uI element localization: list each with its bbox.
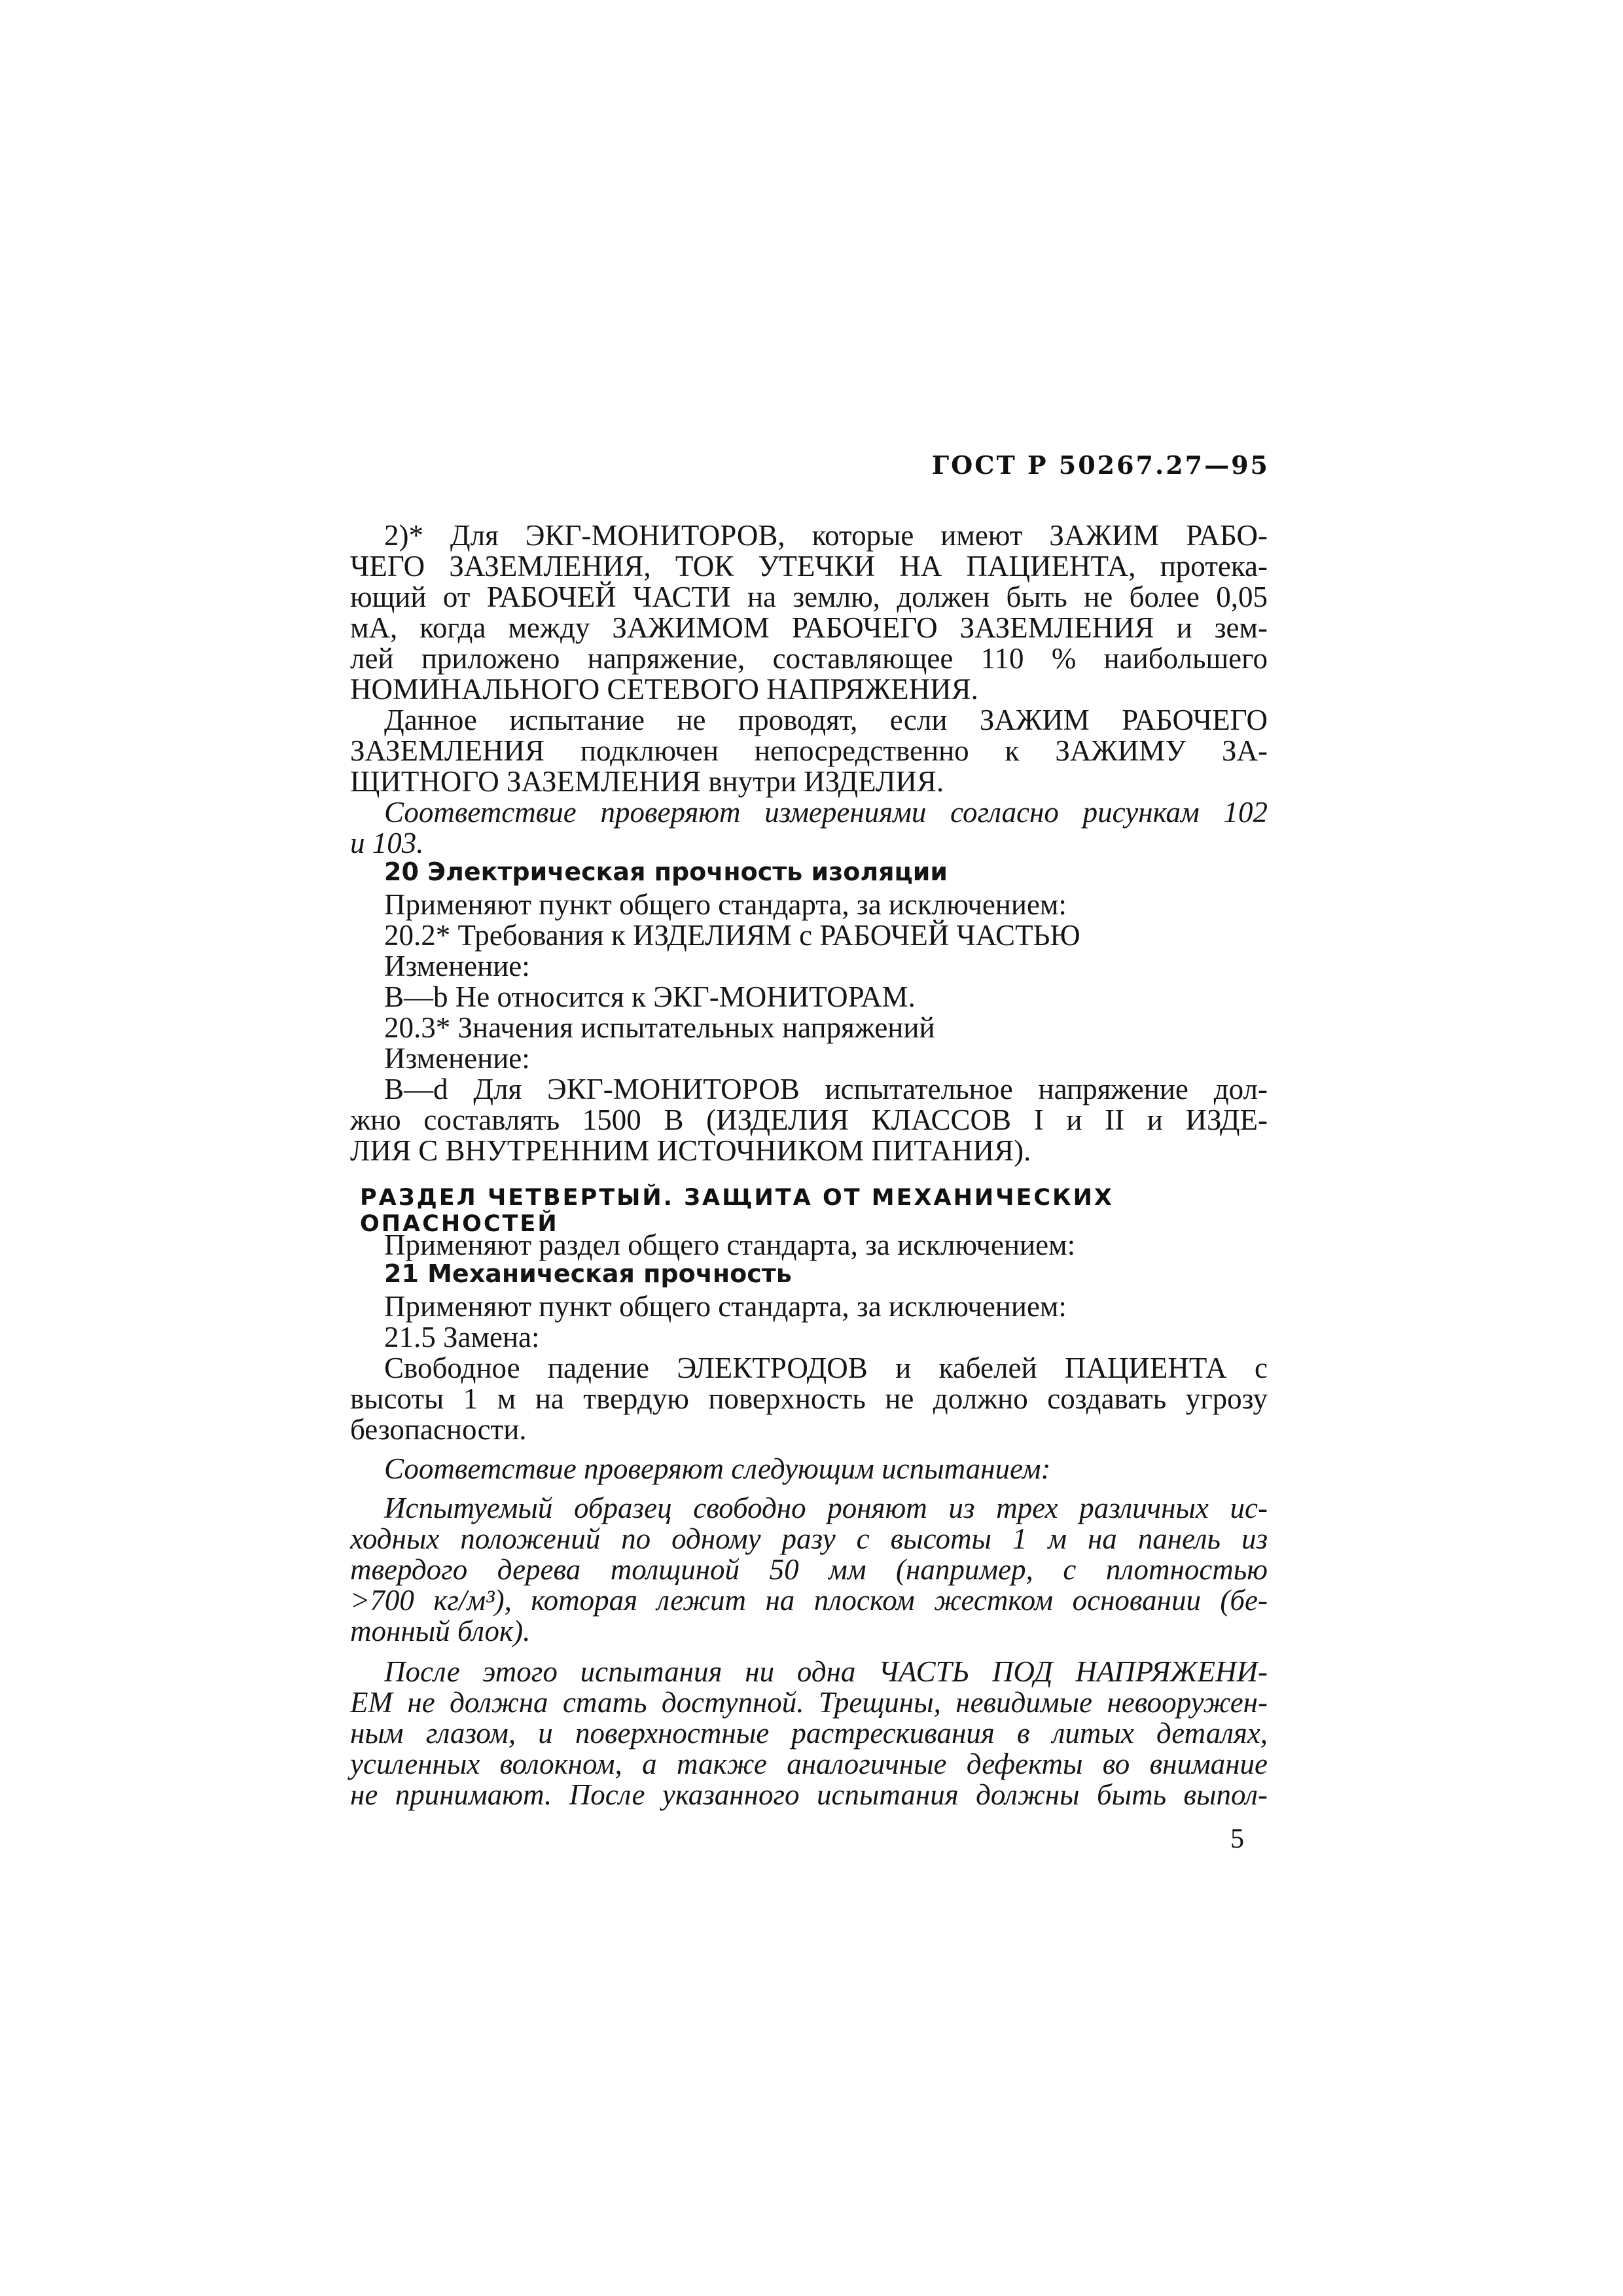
paragraph-line: ЛИЯ С ВНУТРЕННИМ ИСТОЧНИКОМ ПИТАНИЯ).	[350, 1134, 1031, 1167]
italic-line: После этого испытания ни одна ЧАСТЬ ПОД НАПРЯЖЕНИ-	[384, 1655, 1268, 1688]
paragraph-line: мА, когда между ЗАЖИМОМ РАБОЧЕГО ЗАЗЕМЛЕНИЯ и зем-	[350, 611, 1268, 644]
paragraph-line: безопасности.	[350, 1413, 527, 1446]
italic-line: тонный блок).	[350, 1615, 531, 1647]
paragraph-line: B—d Для ЭКГ-МОНИТОРОВ испытательное напряжение дол-	[384, 1073, 1268, 1105]
paragraph-line: Применяют пункт общего стандарта, за исключением:	[384, 888, 1067, 921]
italic-line: ЕМ не должна стать доступной. Трещины, невидимые невооружен-	[350, 1686, 1268, 1719]
clause-title: 20 Электрическая прочность изоляции	[384, 857, 948, 886]
italic-line: >700 кг/м³), которая лежит на плоском жестком основании (бе-	[350, 1584, 1268, 1617]
clause-title: 21 Механическая прочность	[384, 1259, 792, 1288]
paragraph-line: 2)* Для ЭКГ-МОНИТОРОВ, которые имеют ЗАЖИМ РАБО-	[384, 519, 1268, 552]
paragraph-line: высоты 1 м на твердую поверхность не должно создавать угрозу	[350, 1382, 1268, 1415]
paragraph-line: Применяют пункт общего стандарта, за исключением:	[384, 1290, 1067, 1323]
paragraph-line: Свободное падение ЭЛЕКТРОДОВ и кабелей ПАЦИЕНТА с	[384, 1352, 1268, 1384]
section-heading: РАЗДЕЛ ЧЕТВЕРТЫЙ. ЗАЩИТА ОТ МЕХАНИЧЕСКИХ ОПАСНОСТЕЙ	[360, 1185, 1114, 1237]
paragraph-line: Применяют раздел общего стандарта, за исключением:	[384, 1229, 1076, 1261]
paragraph-line: ющий от РАБОЧЕЙ ЧАСТИ на землю, должен быть не более 0,05	[350, 581, 1268, 613]
italic-line: Соответствие проверяют следующим испытанием:	[384, 1452, 1051, 1485]
italic-line: ным глазом, и поверхностные растрескивания в литых деталях,	[350, 1717, 1268, 1749]
italic-line: и 103.	[350, 827, 424, 859]
paragraph-line: ЧЕГО ЗАЗЕМЛЕНИЯ, ТОК УТЕЧКИ НА ПАЦИЕНТА, протека-	[350, 550, 1268, 583]
italic-line: усиленных волокном, а также аналогичные дефекты во внимание	[350, 1748, 1268, 1780]
italic-line: не принимают. После указанного испытания должны быть выпол-	[350, 1778, 1268, 1811]
italic-line: ходных положений по одному разу с высоты 1 м на панель из	[350, 1522, 1268, 1555]
paragraph-line: 20.3* Значения испытательных напряжений	[384, 1011, 935, 1044]
paragraph-line: Изменение:	[384, 950, 530, 982]
paragraph-line: ЩИТНОГО ЗАЗЕМЛЕНИЯ внутри ИЗДЕЛИЯ.	[350, 765, 944, 798]
paragraph-line: НОМИНАЛЬНОГО СЕТЕВОГО НАПРЯЖЕНИЯ.	[350, 673, 978, 706]
paragraph-line: ЗАЗЕМЛЕНИЯ подключен непосредственно к ЗАЖИМУ ЗА-	[350, 734, 1268, 767]
paragraph-line: Данное испытание не проводят, если ЗАЖИМ РАБОЧЕГО	[384, 704, 1268, 736]
paragraph-line: 21.5 Замена:	[384, 1321, 540, 1354]
paragraph-line: жно составлять 1500 В (ИЗДЕЛИЯ КЛАССОВ I и II и ИЗДЕ-	[350, 1103, 1268, 1136]
paragraph-line: лей приложено напряжение, составляющее 110 % наибольшего	[350, 642, 1268, 675]
italic-line: твердого дерева толщиной 50 мм (например, с плотностью	[350, 1553, 1268, 1586]
document-header: ГОСТ Р 50267.27—95	[931, 450, 1270, 480]
paragraph-line: Изменение:	[384, 1042, 530, 1075]
italic-line: Испытуемый образец свободно роняют из трех различных ис-	[384, 1492, 1268, 1524]
italic-line: Соответствие проверяют измерениями согласно рисункам 102	[384, 796, 1268, 829]
paragraph-line: 20.2* Требования к ИЗДЕЛИЯМ с РАБОЧЕЙ ЧАСТЬЮ	[384, 919, 1080, 952]
page-number: 5	[1230, 1824, 1244, 1854]
paragraph-line: B—b Не относится к ЭКГ-МОНИТОРАМ.	[384, 980, 916, 1013]
